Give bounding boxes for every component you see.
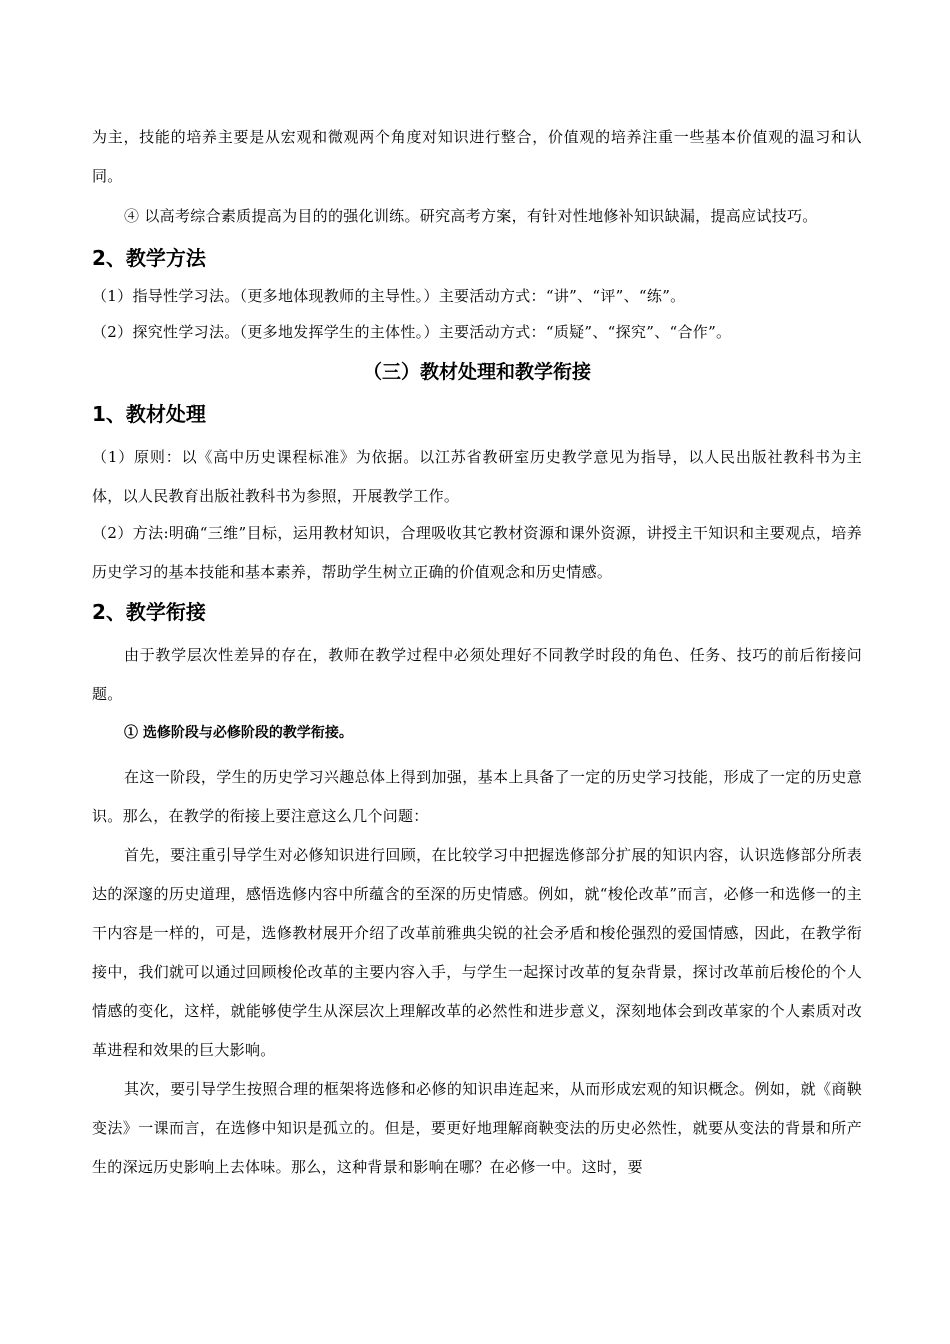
intro-paragraph: 为主，技能的培养主要是从宏观和微观两个角度对知识进行整合，价值观的培养注重一些基本价值观的温习和认同。 <box>92 128 862 185</box>
textbook-heading: 1、教材处理 <box>92 402 206 426</box>
bridging-paragraph-intro: 由于教学层次性差异的存在，教师在教学过程中必须处理好不同教学时段的角色、任务、技巧的前后衔接问题。 <box>92 646 862 703</box>
textbook-item-method: （2）方法:明确“三维”目标，运用教材知识，合理吸收其它教材资源和课外资源，讲授主干知识和主要观点，培养历史学习的基本技能和基本素养，帮助学生树立正确的价值观念和历史情感。 <box>92 524 862 581</box>
bridging-paragraph-stage: 在这一阶段，学生的历史学习兴趣总体上得到加强，基本上具备了一定的历史学习技能，形成了一定的历史意识。那么，在教学的衔接上要注意这么几个问题： <box>92 768 862 825</box>
methods-heading: 2、教学方法 <box>92 246 206 270</box>
bridging-paragraph-first: 首先，要注重引导学生对必修知识进行回顾，在比较学习中把握选修部分扩展的知识内容，认识选修部分所表达的深邃的历史道理，感悟选修内容中所蕴含的至深的历史情感。例如，就“梭伦改革”而言，必修一和选修一的主干内容是一样的，可是，选修教材展开介绍了改革前雅典尖锐的社会矛盾和梭伦强烈的爱国情感，因此，在教学衔接中，我们就可以通过回顾梭伦改革的主要内容入手，与学生一起探讨改革的复杂背景，探讨改革前后梭伦的个人情感的变化，这样，就能够使学生从深层次上理解改革的必然性和进步意义，深刻地体会到改革家的个人素质对改革进程和效果的巨大影响。 <box>92 846 862 1059</box>
intro-paragraph-training: ④ 以高考综合素质提高为目的的强化训练。研究高考方案，有针对性地修补知识缺漏，提高应试技巧。 <box>124 207 818 225</box>
methods-item-guided: （1）指导性学习法。（更多地体现教师的主导性。）主要活动方式：“讲”、“评”、“练”。 <box>92 287 686 305</box>
section-title: （三）教材处理和教学衔接 <box>362 361 591 383</box>
methods-item-inquiry: （2）探究性学习法。（更多地发挥学生的主体性。）主要活动方式：“质疑”、“探究”、“合作”。 <box>92 323 732 341</box>
bridging-heading: 2、教学衔接 <box>92 600 206 624</box>
document-page <box>92 118 862 1187</box>
bridging-subheading: ① 选修阶段与必修阶段的教学衔接。 <box>124 725 353 741</box>
bridging-paragraph-second: 其次，要引导学生按照合理的框架将选修和必修的知识串连起来，从而形成宏观的知识概念。例如，就《商鞅变法》一课而言，在选修中知识是孤立的。但是，要更好地理解商鞅变法的历史必然性，就要从变法的背景和所产生的深远历史影响上去体味。那么，这种背景和影响在哪？在必修一中。这时，要 <box>92 1080 862 1176</box>
textbook-item-principle: （1）原则：以《高中历史课程标准》为依据。以江苏省教研室历史教学意见为指导，以人民出版社教科书为主体，以人民教育出版社教科书为参照，开展教学工作。 <box>92 448 862 505</box>
